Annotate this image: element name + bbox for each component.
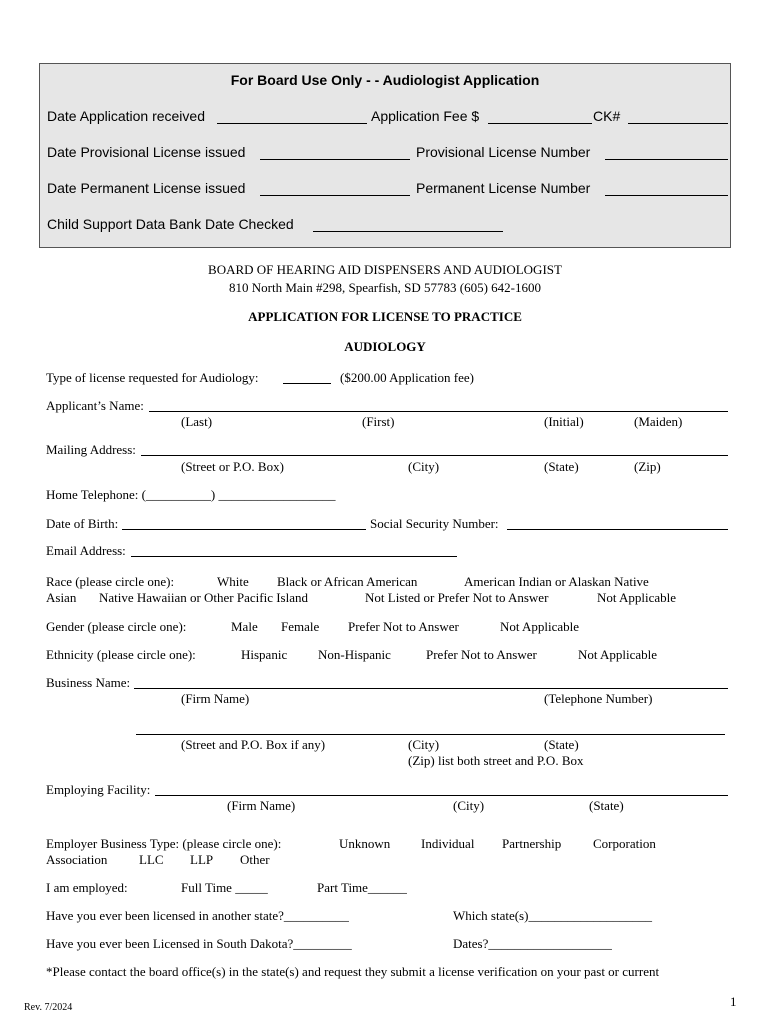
name-initial-caption: (Initial) [544, 414, 584, 429]
verification-note: *Please contact the board office(s) in the state(s) and request they submit a license verification on your past or current [46, 964, 660, 979]
type-option-association[interactable]: Association [46, 852, 108, 867]
race-option-white[interactable]: White [217, 574, 249, 589]
dob-line[interactable] [122, 529, 366, 530]
application-title: APPLICATION FOR LICENSE TO PRACTICE [248, 309, 522, 324]
mailing-address-label: Mailing Address: [46, 442, 136, 457]
addr-street-caption: (Street or P.O. Box) [181, 459, 284, 474]
race-option-asian[interactable]: Asian [46, 590, 77, 605]
biz-street-caption: (Street and P.O. Box if any) [181, 737, 326, 752]
permanent-number-line[interactable] [605, 195, 728, 196]
applicant-name-label: Applicant’s Name: [46, 398, 144, 413]
mailing-address-line[interactable] [141, 455, 728, 456]
gender-option-female[interactable]: Female [281, 619, 320, 634]
ck-label: CK# [593, 108, 621, 124]
race-option-hawaiian[interactable]: Native Hawaiian or Other Pacific Island [99, 590, 309, 605]
biz-state-caption: (State) [544, 737, 579, 752]
date-permanent-line[interactable] [260, 195, 410, 196]
date-received-line[interactable] [217, 123, 367, 124]
child-support-line[interactable] [313, 231, 503, 232]
permanent-number-label: Permanent License Number [416, 180, 591, 196]
gender-option-na[interactable]: Not Applicable [500, 619, 580, 634]
type-option-other[interactable]: Other [240, 852, 270, 867]
license-type-line[interactable] [283, 383, 331, 384]
race-option-native[interactable]: American Indian or Alaskan Native [464, 574, 649, 589]
board-box-title: For Board Use Only - - Audiologist Application [230, 72, 540, 88]
revision-label: Rev. 7/2024 [24, 1002, 73, 1013]
email-line[interactable] [131, 556, 457, 557]
type-option-llp[interactable]: LLP [190, 852, 214, 867]
ethnicity-option-non-hispanic[interactable]: Non-Hispanic [318, 647, 391, 662]
type-option-individual[interactable]: Individual [421, 836, 475, 851]
addr-state-caption: (State) [544, 459, 579, 474]
gender-option-male[interactable]: Male [231, 619, 258, 634]
ssn-line[interactable] [507, 529, 728, 530]
dob-label: Date of Birth: [46, 516, 119, 531]
name-first-caption: (First) [362, 414, 395, 429]
type-option-partnership[interactable]: Partnership [502, 836, 562, 851]
board-address: 810 North Main #298, Spearfish, SD 57783 (605) 642-1600 [229, 280, 541, 295]
addr-zip-caption: (Zip) [634, 459, 661, 474]
race-label: Race (please circle one): [46, 574, 175, 589]
app-fee-line[interactable] [488, 123, 592, 124]
biz-firm-caption: (Firm Name) [181, 691, 250, 706]
date-received-label: Date Application received [47, 108, 205, 124]
provisional-number-line[interactable] [605, 159, 728, 160]
date-provisional-label: Date Provisional License issued [47, 144, 246, 160]
ethnicity-option-prefer[interactable]: Prefer Not to Answer [426, 647, 537, 662]
ck-line[interactable] [628, 123, 728, 124]
application-subtitle: AUDIOLOGY [344, 339, 426, 354]
business-address-line[interactable] [136, 734, 725, 735]
license-fee-text: ($200.00 Application fee) [340, 370, 474, 385]
emp-firm-caption: (Firm Name) [227, 798, 296, 813]
name-last-caption: (Last) [181, 414, 213, 429]
race-option-na[interactable]: Not Applicable [597, 590, 677, 605]
gender-label: Gender (please circle one): [46, 619, 187, 634]
ethnicity-label: Ethnicity (please circle one): [46, 647, 196, 662]
biz-city-caption: (City) [408, 737, 440, 752]
gender-option-prefer[interactable]: Prefer Not to Answer [348, 619, 459, 634]
biz-zip-caption: (Zip) list both street and P.O. Box [408, 753, 584, 768]
licensed-other-state-field[interactable]: Have you ever been licensed in another state?__________ [46, 908, 349, 923]
employed-label: I am employed: [46, 880, 128, 895]
email-label: Email Address: [46, 543, 126, 558]
business-name-line[interactable] [134, 688, 728, 689]
app-fee-label: Application Fee $ [371, 108, 480, 124]
ssn-label: Social Security Number: [370, 516, 499, 531]
date-provisional-line[interactable] [260, 159, 410, 160]
which-states-field[interactable]: Which state(s)___________________ [453, 908, 652, 923]
name-maiden-caption: (Maiden) [634, 414, 683, 429]
addr-city-caption: (City) [408, 459, 440, 474]
employing-facility-line[interactable] [155, 795, 728, 796]
home-phone-field[interactable]: Home Telephone: (__________) __________________ [46, 487, 336, 502]
employing-facility-label: Employing Facility: [46, 782, 151, 797]
license-type-label: Type of license requested for Audiology: [46, 370, 259, 385]
ethnicity-option-na[interactable]: Not Applicable [578, 647, 658, 662]
employer-type-label: Employer Business Type: (please circle one): [46, 836, 282, 851]
child-support-label: Child Support Data Bank Date Checked [47, 216, 294, 232]
race-option-black[interactable]: Black or African American [277, 574, 418, 589]
emp-city-caption: (City) [453, 798, 485, 813]
type-option-unknown[interactable]: Unknown [339, 836, 391, 851]
board-name: BOARD OF HEARING AID DISPENSERS AND AUDIOLOGIST [208, 262, 562, 277]
business-name-label: Business Name: [46, 675, 131, 690]
part-time-field[interactable]: Part Time______ [317, 880, 407, 895]
licensed-sd-field[interactable]: Have you ever been Licensed in South Dakota?_________ [46, 936, 352, 951]
applicant-name-line[interactable] [149, 411, 728, 412]
ethnicity-option-hispanic[interactable]: Hispanic [241, 647, 288, 662]
emp-state-caption: (State) [589, 798, 624, 813]
biz-phone-caption: (Telephone Number) [544, 691, 653, 706]
race-option-not-listed[interactable]: Not Listed or Prefer Not to Answer [365, 590, 549, 605]
type-option-llc[interactable]: LLC [139, 852, 164, 867]
page-number: 1 [730, 994, 737, 1009]
type-option-corporation[interactable]: Corporation [593, 836, 656, 851]
full-time-field[interactable]: Full Time _____ [181, 880, 268, 895]
date-permanent-label: Date Permanent License issued [47, 180, 246, 196]
provisional-number-label: Provisional License Number [416, 144, 591, 160]
dates-field[interactable]: Dates?___________________ [453, 936, 612, 951]
